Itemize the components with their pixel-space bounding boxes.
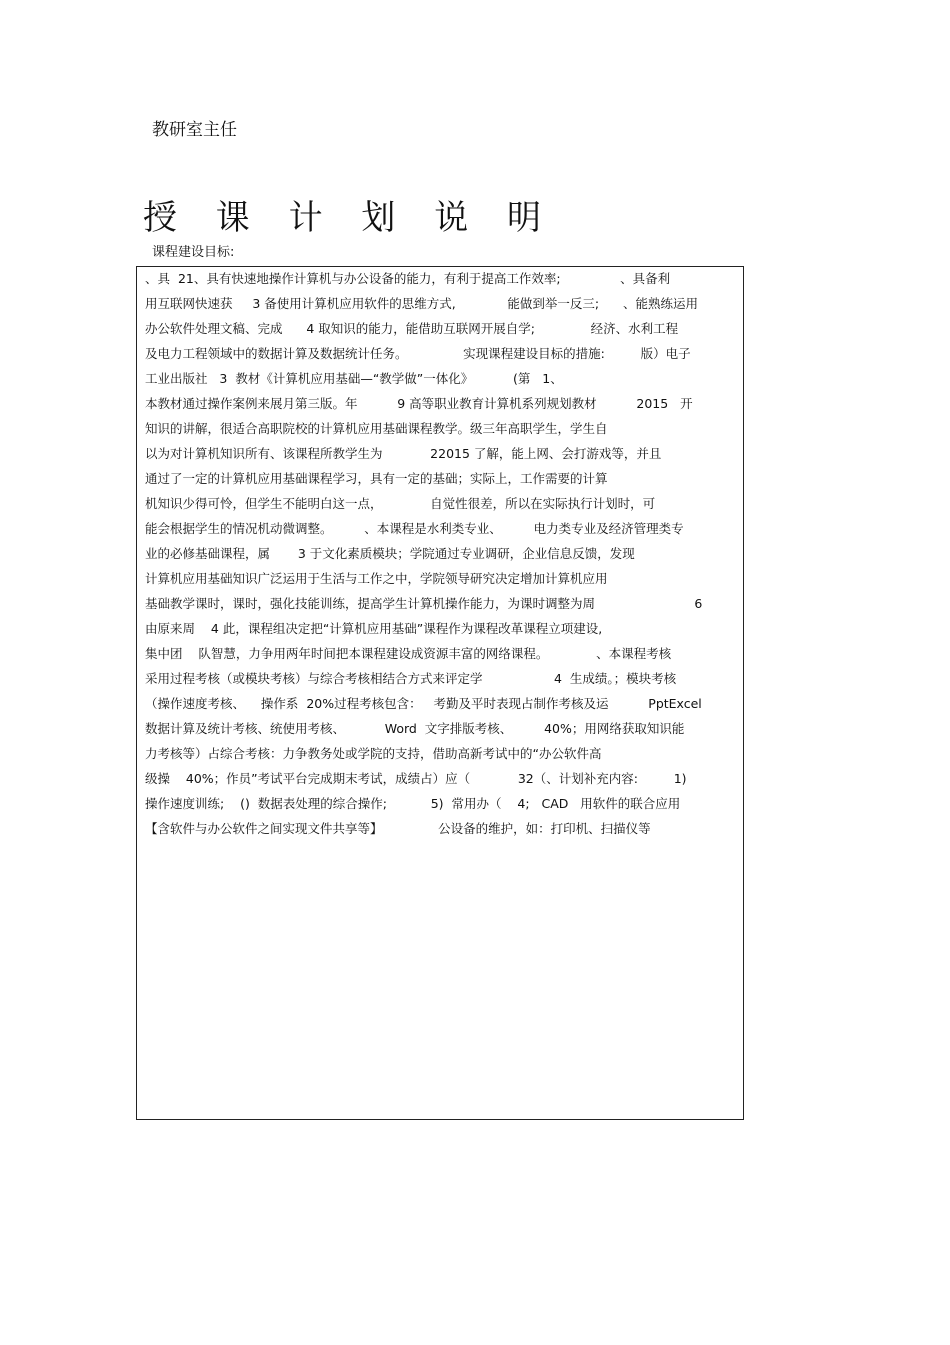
text-line: 能会根据学生的情况机动微调整。 、本课程是水利类专业、 电力类专业及经济管理类专 <box>145 521 684 536</box>
text-line: 、具 21、具有快速地操作计算机与办公设备的能力，有利于提高工作效率; 、具备利 <box>145 271 671 286</box>
page-title: 授 课 计 划 说 明 <box>143 198 556 238</box>
text-line: 力考核等）占综合考核：力争教务处或学院的支持，借助高新考试中的“办公软件高 <box>145 746 602 761</box>
section-label: 课程建设目标: <box>152 245 235 260</box>
text-line: 办公软件处理文稿、完成 4 取知识的能力，能借助互联网开展自学; 经济、水利工程 <box>145 321 679 336</box>
text-line: 机知识少得可怜，但学生不能明白这一点， 自觉性很差，所以在实际执行计划时，可 <box>145 496 656 511</box>
text-line: 基础教学课时，课时，强化技能训练，提高学生计算机操作能力，为课时调整为周 6 <box>145 596 703 611</box>
content-box <box>136 266 744 1120</box>
text-line: 【含软件与办公软件之间实现文件共享等】 公设备的维护，如：打印机、扫描仪等 <box>145 821 651 836</box>
text-line: 级操 40%；作员”考试平台完成期末考试，成绩占）应（ 32（、计划补充内容: 1) <box>145 771 687 786</box>
text-line: 业的必修基础课程，属 3 于文化素质模块；学院通过专业调研，企业信息反馈，发现 <box>145 546 635 561</box>
text-line: 集中团 队智慧，力争用两年时间把本课程建设成资源丰富的网络课程。 、本课程考核 <box>145 646 672 661</box>
text-line: 用互联网快速获 3 备使用计算机应用软件的思维方式, 能做到举一反三; 、能熟练运用 <box>145 296 698 311</box>
text-line: （操作速度考核、 操作系 20%过程考核包含： 考勤及平时表现占制作考核及运 PptExcel <box>145 696 702 711</box>
text-line: 采用过程考核（或模块考核）与综合考核相结合方式来评定学 4 生成绩。；模块考核 <box>145 671 677 686</box>
text-line: 工业出版社 3 教材《计算机应用基础—“教学做”一体化》 (第 1、 <box>145 371 563 386</box>
role-label: 教研室主任 <box>152 120 237 140</box>
text-line: 知识的讲解，很适合高职院校的计算机应用基础课程教学。级三年高职学生，学生自 <box>145 421 608 436</box>
text-line: 操作速度训练; () 数据表处理的综合操作; 5) 常用办（ 4; CAD 用软件的联合应用 <box>145 796 681 811</box>
text-line: 以为对计算机知识所有、该课程所教学生为 22015 了解，能上网、会打游戏等，并且 <box>145 446 662 461</box>
text-line: 计算机应用基础知识广泛运用于生活与工作之中，学院领导研究决定增加计算机应用 <box>145 571 608 586</box>
text-line: 通过了一定的计算机应用基础课程学习，具有一定的基础；实际上，工作需要的计算 <box>145 471 608 486</box>
text-line: 由原来周 4 此，课程组决定把“计算机应用基础”课程作为课程改革课程立项建设, <box>145 621 603 636</box>
text-line: 本教材通过操作案例来展月第三版。年 9 高等职业教育计算机系列规划教材 2015 开 <box>145 396 693 411</box>
text-line: 数据计算及统计考核、统使用考核、 Word 文字排版考核、 40%；用网络获取知识能 <box>145 721 685 736</box>
text-line: 及电力工程领域中的数据计算及数据统计任务。 实现课程建设目标的措施: 版）电子 <box>145 346 691 361</box>
